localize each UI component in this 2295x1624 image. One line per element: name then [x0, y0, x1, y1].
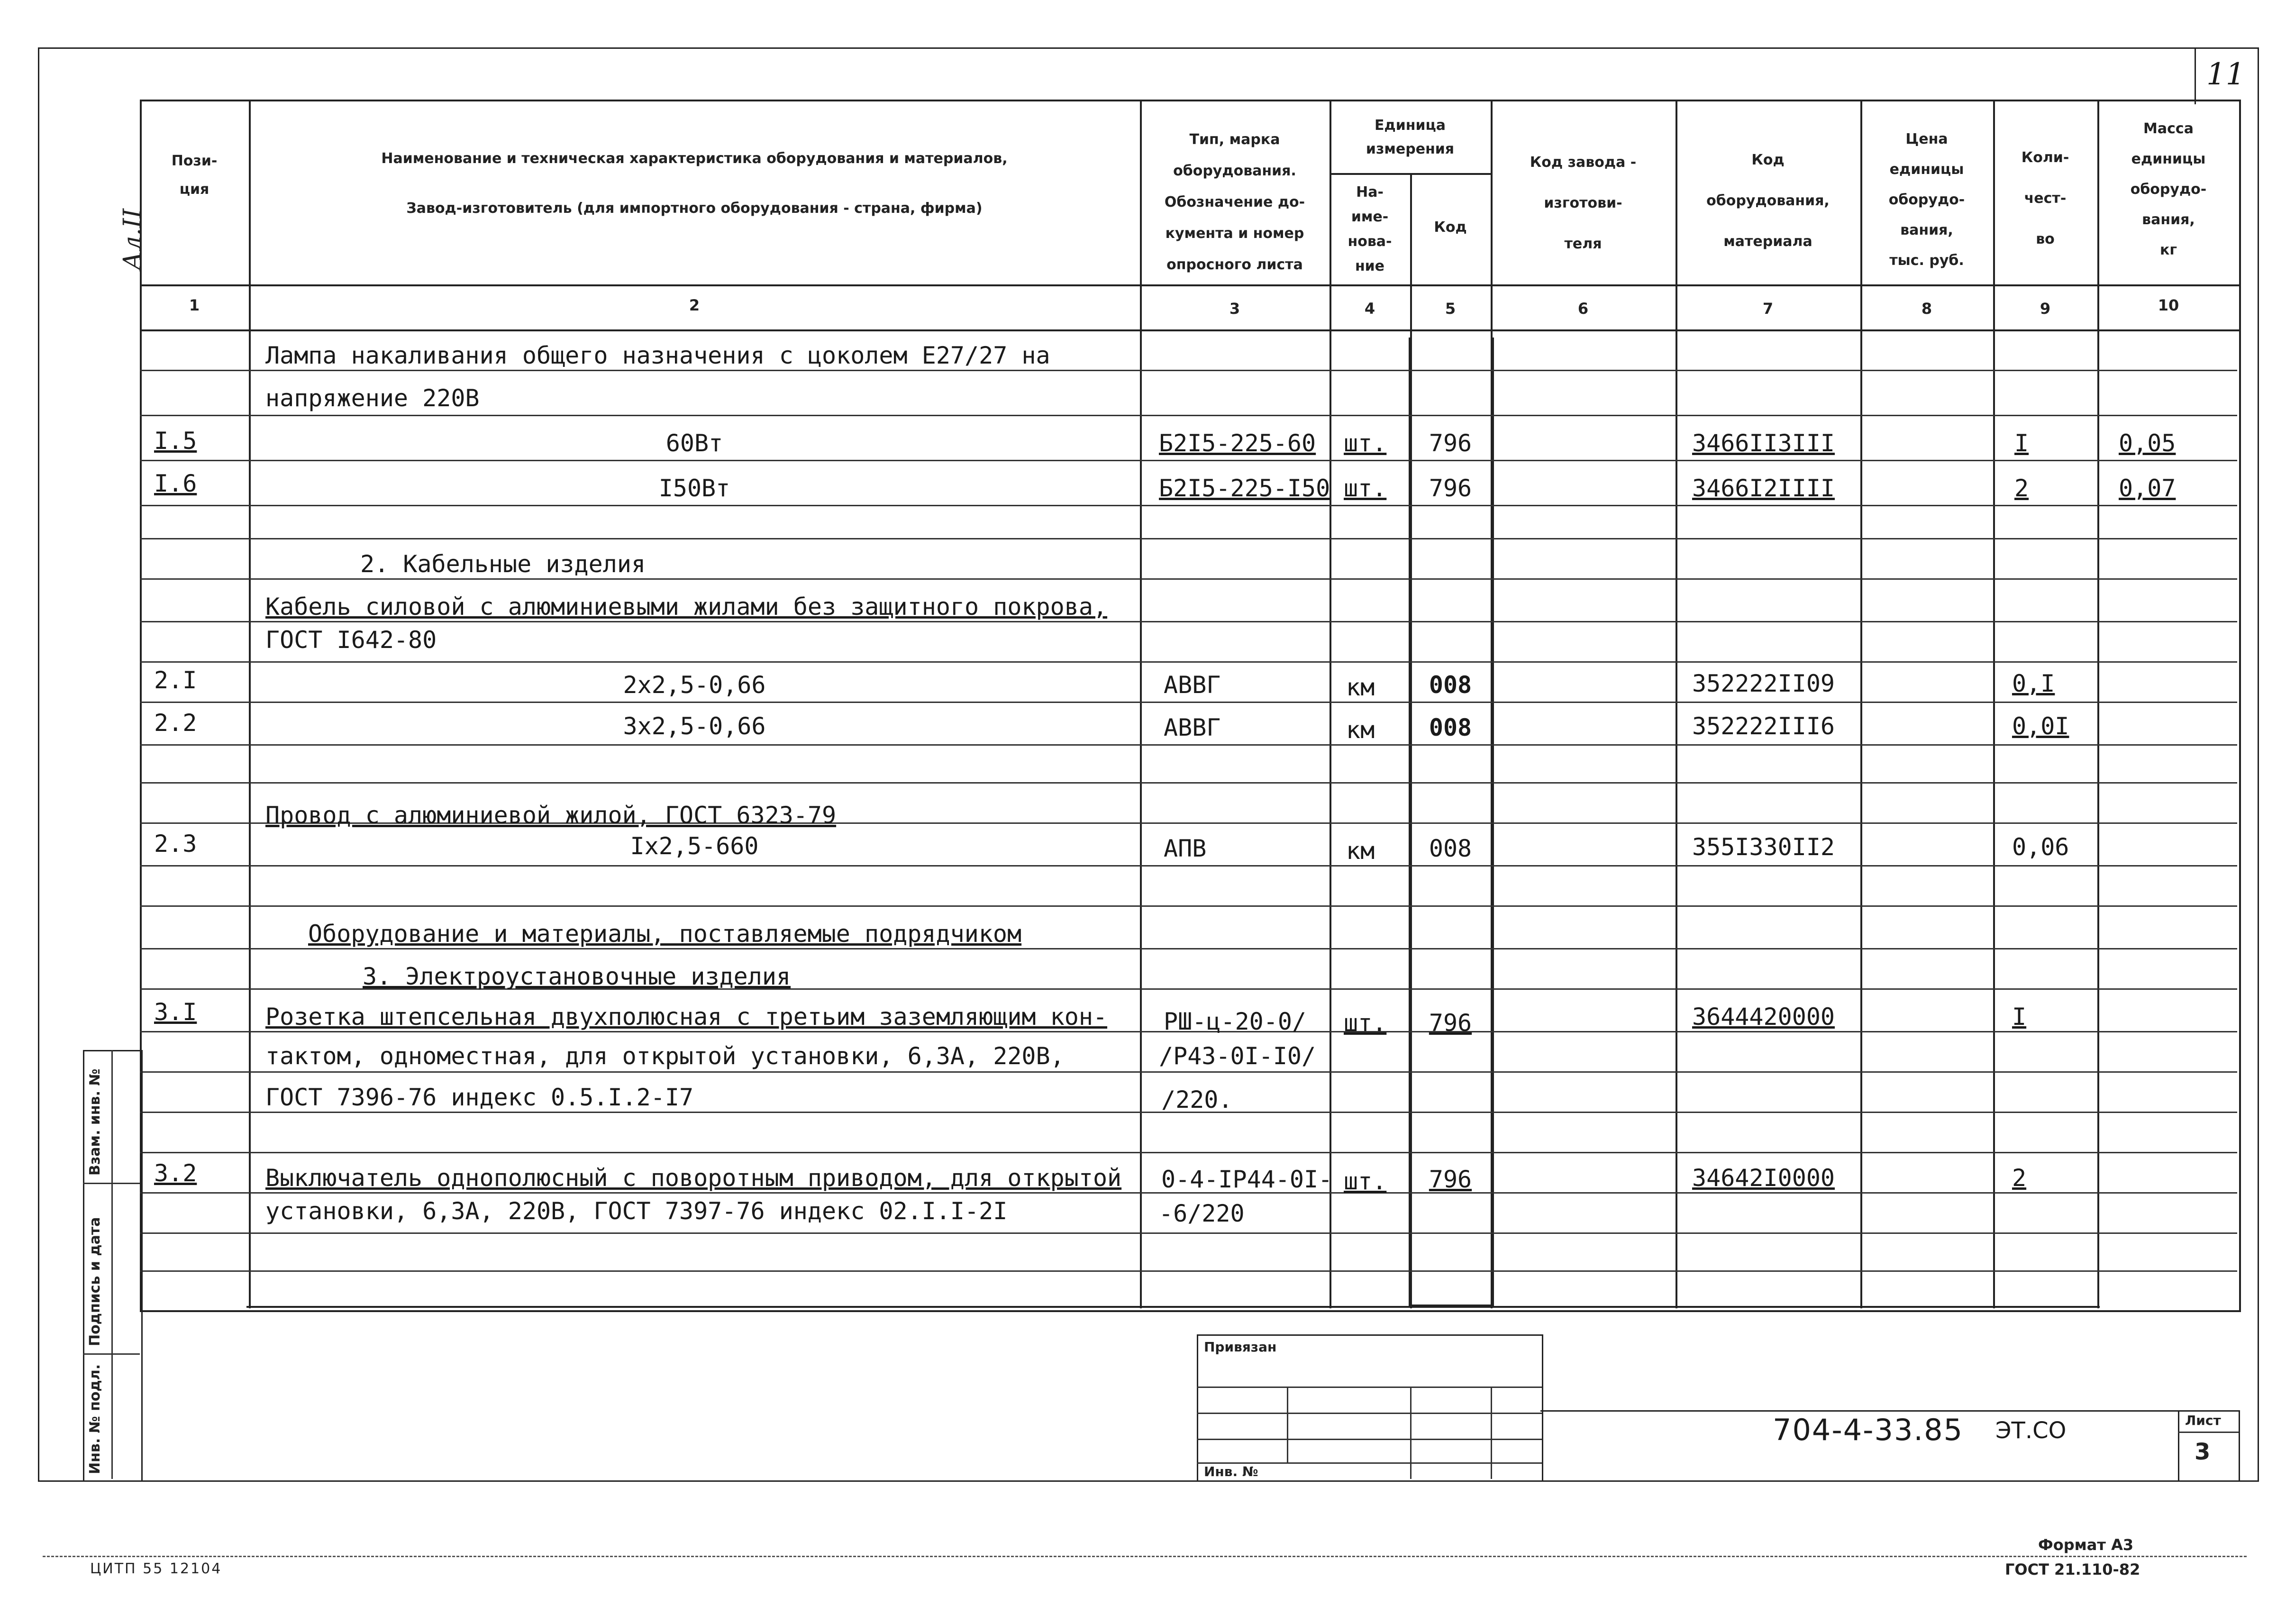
- row-code: 796: [1429, 429, 1472, 457]
- colnum-8: 8: [1921, 300, 1932, 318]
- row-type: Б2I5-225-60: [1159, 429, 1316, 457]
- col-sep-6: [1676, 100, 1677, 1308]
- row-qty: 0,06: [2012, 833, 2069, 861]
- unit-group-line: [1330, 173, 1491, 175]
- row-line: [140, 948, 2237, 949]
- header-col5: Код: [1434, 219, 1467, 236]
- row-name: Лампа накаливания общего назначения с цоколем Е27/27 на: [265, 342, 1050, 369]
- row-name: Розетка штепсельная двухполюсная с третьим заземляющим кон-: [265, 1003, 1108, 1031]
- stamp-inv-label: Инв. №: [1204, 1464, 1258, 1479]
- header-col8: Цена единицы оборудо- вания, тыс. руб.: [1888, 131, 1965, 269]
- section-heading: Оборудование и материалы, поставляемые подрядчиком: [308, 920, 1022, 948]
- row-pos: I.6: [154, 470, 197, 497]
- side-stamp-sep: [111, 1050, 113, 1479]
- colnum-4: 4: [1364, 300, 1375, 318]
- row-name: 2x2,5-0,66: [623, 671, 766, 699]
- row-name: I50Вт: [658, 474, 730, 502]
- stamp-line: [1197, 1439, 1542, 1440]
- row-unit: км: [1346, 716, 1375, 744]
- row-line: [140, 370, 2237, 371]
- colnum-9: 9: [2040, 300, 2051, 318]
- row-equip: 3644420000: [1692, 1003, 1835, 1031]
- row-name: 60Вт: [665, 429, 723, 457]
- row-line: [140, 538, 2237, 539]
- main-table: [140, 100, 2241, 1312]
- row-unit: шт.: [1344, 1009, 1387, 1037]
- row-equip: 352222III6: [1692, 712, 1835, 740]
- frame-bottom-dash: [43, 1556, 2247, 1557]
- table-body-bottom: [246, 1306, 2100, 1308]
- row-name: ГОСТ I642-80: [265, 626, 437, 654]
- header-col2-line1: Наименование и техническая характеристика оборудования и материалов,: [381, 150, 1008, 167]
- footer-gost: ГОСТ 21.110-82: [2005, 1560, 2140, 1578]
- row-pos: 2.2: [154, 709, 197, 737]
- col-sep-8: [1993, 100, 1995, 1308]
- sheet-box-line: [2178, 1432, 2239, 1433]
- sheet-label: Лист: [2185, 1413, 2221, 1428]
- row-pos: 2.3: [154, 830, 197, 858]
- header-col7: Код оборудования, материала: [1706, 152, 1830, 250]
- header-col2-line2: Завод-изготовитель (для импортного оборудования - страна, фирма): [406, 200, 983, 217]
- side-stamp-row: [83, 1183, 140, 1184]
- row-line: [140, 415, 2237, 416]
- row-unit: шт.: [1344, 1168, 1387, 1195]
- row-code: 796: [1429, 474, 1472, 502]
- row-line: [140, 782, 2237, 784]
- col-sep-9: [2097, 100, 2099, 1308]
- section-heading: 2. Кабельные изделия: [360, 550, 646, 578]
- row-type: -6/220: [1159, 1200, 1245, 1227]
- row-name: Выключатель однополюсный с поворотным приводом, для открытой: [265, 1164, 1122, 1192]
- row-line: [140, 905, 2237, 907]
- row-line: [140, 578, 2237, 580]
- col-sep-2: [1140, 100, 1142, 1308]
- page-corner-number: 11: [2206, 57, 2245, 92]
- header-col10: Масса единицы оборудо- вания, кг: [2130, 120, 2207, 258]
- footer-left: ЦИТП 55 12104: [90, 1560, 222, 1577]
- row-line: [140, 661, 2237, 663]
- header-bottom-line: [140, 284, 2239, 286]
- colnum-3: 3: [1229, 300, 1240, 318]
- row-qty: I: [2012, 1003, 2027, 1031]
- stamp-sep: [1287, 1387, 1288, 1462]
- sheet-number: 3: [2195, 1439, 2211, 1465]
- row-name: Провод с алюминиевой жилой, ГОСТ 6323-79: [265, 802, 837, 829]
- row-qty: 2: [2012, 1164, 2027, 1192]
- header-col4: На- име- нова- ние: [1348, 184, 1392, 274]
- side-label-vzam: Взам. инв. №: [87, 1068, 103, 1176]
- row-type: Б2I5-225-I50: [1159, 474, 1330, 502]
- row-line: [140, 1071, 2237, 1073]
- colnum-7: 7: [1762, 300, 1774, 318]
- row-name: напряжение 220В: [265, 384, 480, 412]
- row-line: [140, 505, 2237, 506]
- row-name: установки, 6,3А, 220В, ГОСТ 7397-76 индекс 02.I.I-2I: [265, 1197, 1008, 1225]
- header-col3: Тип, марка оборудования. Обозначение до- кумента и номер опросного листа: [1164, 131, 1305, 273]
- row-line: [140, 1152, 2237, 1153]
- row-line: [140, 1232, 2237, 1234]
- row-type: АПВ: [1164, 835, 1207, 862]
- row-equip: 34642I0000: [1692, 1164, 1835, 1192]
- row-qty: 0,0I: [2012, 712, 2069, 740]
- row-qty: 2: [2014, 474, 2029, 502]
- col-sep-1: [249, 100, 251, 1308]
- row-name: Кабель силовой с алюминиевыми жилами без защитного покрова,: [265, 593, 1108, 620]
- row-code: 796: [1429, 1009, 1472, 1037]
- row-unit: км: [1346, 674, 1375, 701]
- col-sep-7: [1860, 100, 1862, 1308]
- row-equip: 3466I2IIII: [1692, 474, 1835, 502]
- row-pos: 2.I: [154, 666, 197, 694]
- row-type: 0-4-IP44-0I-: [1161, 1166, 1333, 1193]
- corner-box-line: [2195, 47, 2196, 104]
- row-type: АВВГ: [1164, 671, 1221, 699]
- colnum-bottom-line: [140, 329, 2239, 331]
- row-unit: км: [1346, 837, 1375, 865]
- row-qty: 0,I: [2012, 670, 2055, 697]
- colnum-2: 2: [689, 296, 700, 314]
- row-name: 3x2,5-0,66: [623, 712, 766, 740]
- row-unit: шт.: [1344, 474, 1387, 502]
- header-col9: Коли- чест- во: [2021, 149, 2069, 247]
- row-code: 008: [1429, 714, 1472, 741]
- row-line: [140, 1270, 2237, 1272]
- stamp-sep: [1410, 1387, 1412, 1479]
- row-code: 008: [1429, 671, 1472, 699]
- row-type: АВВГ: [1164, 714, 1221, 741]
- appendix-label: Ал.II: [118, 208, 147, 270]
- row-qty: I: [2014, 429, 2029, 457]
- row-type: /Р43-0I-I0/: [1159, 1042, 1316, 1070]
- row-pos: 3.I: [154, 998, 197, 1026]
- doc-code: 704-4-33.85: [1773, 1413, 1964, 1447]
- stamp-line: [1197, 1413, 1542, 1414]
- row-line: [140, 460, 2237, 461]
- colnum-5: 5: [1445, 300, 1456, 318]
- row-type: РШ-ц-20-0/: [1164, 1008, 1307, 1035]
- row-mass: 0,05: [2119, 429, 2176, 457]
- row-pos: I.5: [154, 427, 197, 455]
- colnum-1: 1: [189, 296, 200, 314]
- side-label-podpis: Подпись и дата: [87, 1217, 103, 1346]
- row-mass: 0,07: [2119, 474, 2176, 502]
- colnum-10: 10: [2158, 296, 2179, 314]
- row-equip: 355I330II2: [1692, 833, 1835, 861]
- row-code: 008: [1429, 835, 1472, 862]
- row-equip: 3466II3III: [1692, 429, 1835, 457]
- header-col1: Пози- ция: [171, 153, 218, 198]
- colnum-6: 6: [1577, 300, 1589, 318]
- header-unit-group: Единица измерения: [1366, 117, 1455, 157]
- row-type: /220.: [1161, 1086, 1233, 1113]
- title-block-top: [1540, 1410, 2237, 1412]
- row-unit: шт.: [1344, 429, 1387, 457]
- side-stamp-row: [83, 1353, 140, 1355]
- row-line: [140, 621, 2237, 622]
- row-line: [140, 702, 2237, 703]
- row-name: Ix2,5-660: [630, 832, 759, 860]
- header-col6: Код завода - изготови- теля: [1530, 154, 1637, 252]
- row-name: тактом, одноместная, для открытой установки, 6,3А, 220В,: [265, 1042, 1065, 1070]
- row-code: 796: [1429, 1166, 1472, 1193]
- stamp-sep: [1491, 1387, 1492, 1479]
- row-line: [140, 865, 2237, 867]
- row-line: [140, 744, 2237, 746]
- stamp-line: [1197, 1387, 1542, 1388]
- col-sep-3: [1330, 100, 1331, 1308]
- side-label-inv-podl: Инв. № подл.: [87, 1364, 103, 1474]
- footer-format: Формат А3: [2038, 1536, 2134, 1554]
- row-pos: 3.2: [154, 1159, 197, 1187]
- doc-suffix: ЭТ.СО: [1995, 1417, 2067, 1444]
- row-name: ГОСТ 7396-76 индекс 0.5.I.2-I7: [265, 1084, 694, 1111]
- stamp-privyazan-label: Привязан: [1204, 1339, 1277, 1355]
- row-equip: 352222II09: [1692, 670, 1835, 697]
- section-heading: 3. Электроустановочные изделия: [363, 963, 791, 990]
